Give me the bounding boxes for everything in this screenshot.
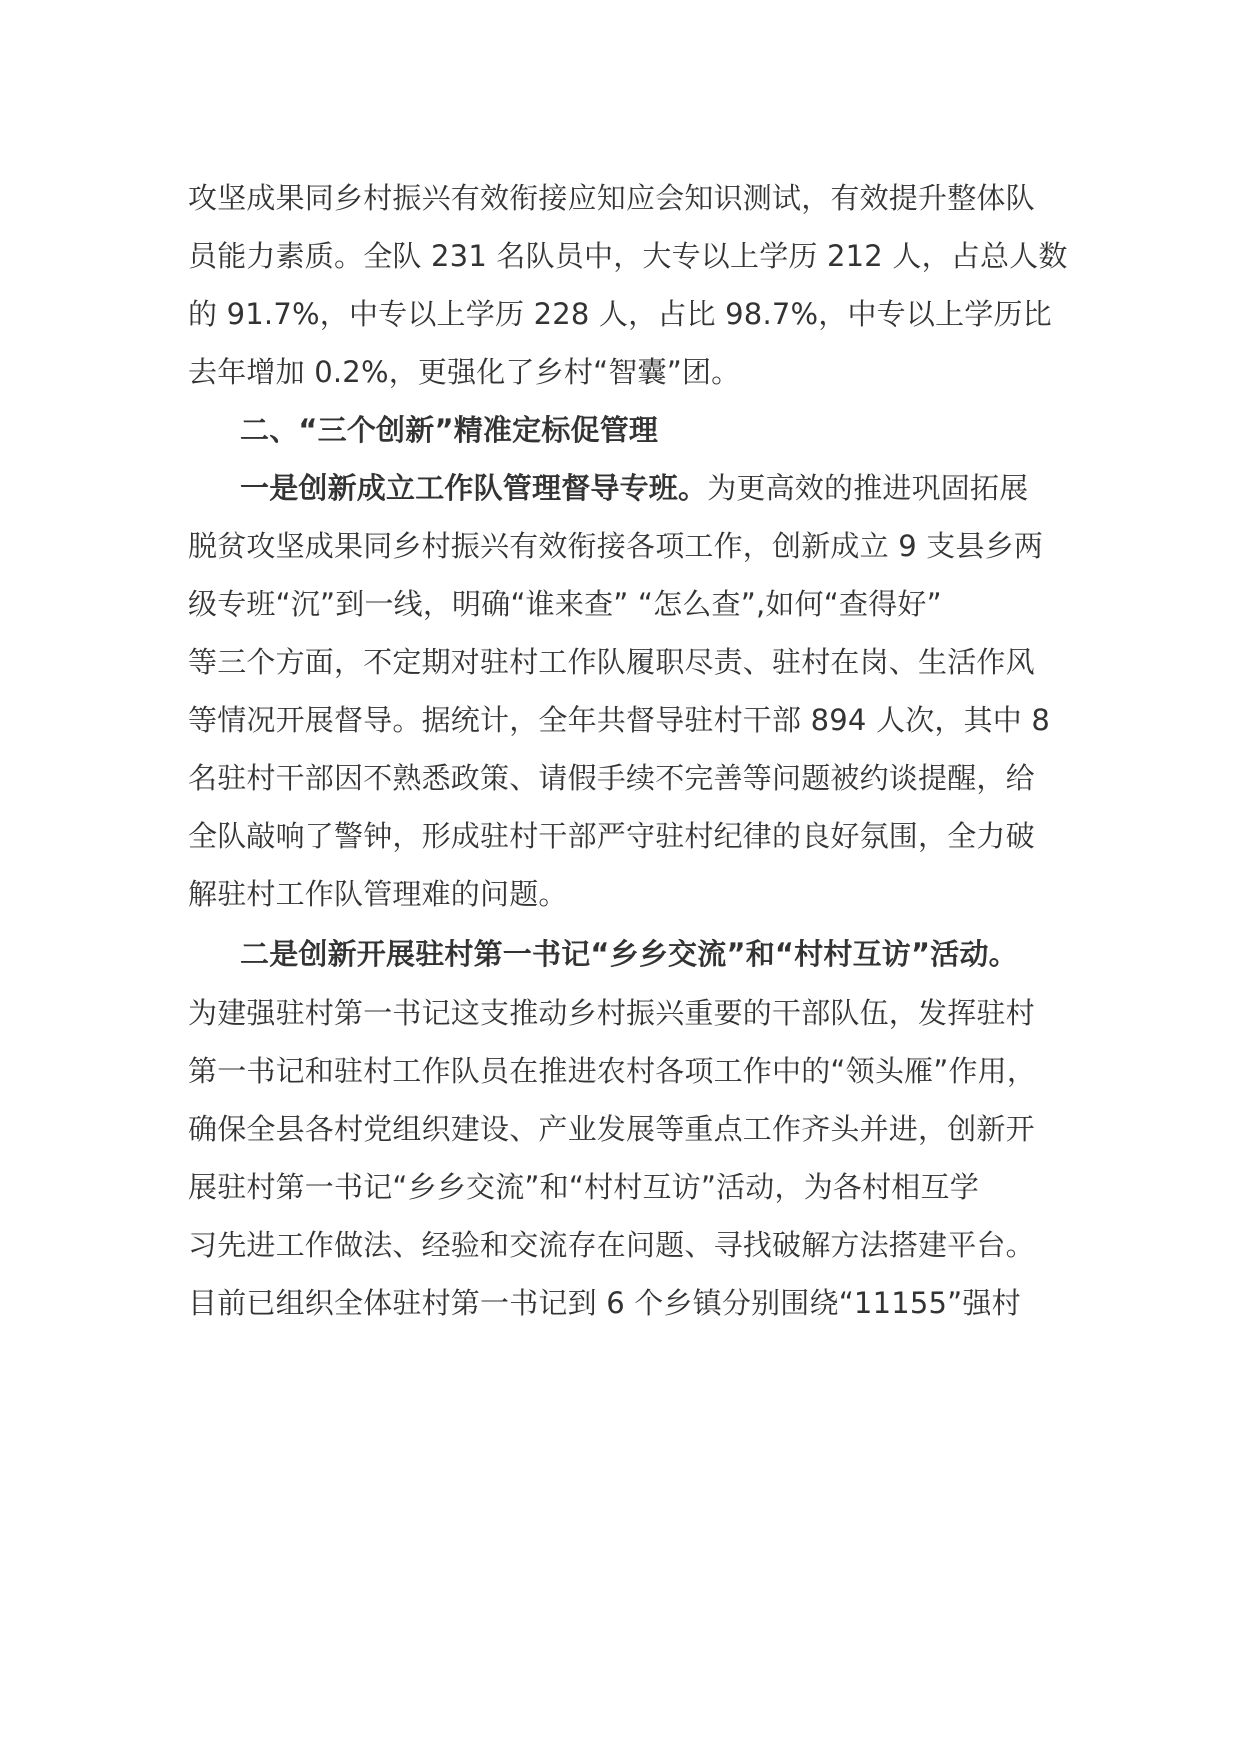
paragraph-lead: 一是创新成立工作队管理督导专班。 (240, 471, 708, 505)
paragraph-line: 为建强驻村第一书记这支推动乡村振兴重要的干部队伍，发挥驻村 (188, 996, 1035, 1030)
paragraph-line: 攻坚成果同乡村振兴有效衔接应知应会知识测试，有效提升整体队 (188, 181, 1035, 215)
paragraph-line: 等情况开展督导。据统计，全年共督导驻村干部 894 人次，其中 8 (188, 703, 1051, 737)
paragraph-line: 等三个方面，不定期对驻村工作队履职尽责、驻村在岗、生活作风 (188, 645, 1035, 679)
paragraph-line: 第一书记和驻村工作队员在推进农村各项工作中的“领头雁”作用， (188, 1054, 1037, 1088)
paragraph-line: 目前已组织全体驻村第一书记到 6 个乡镇分别围绕“11155”强村 (188, 1286, 1021, 1320)
paragraph-first-line (240, 468, 1120, 508)
paragraph-line: 的 91.7%，中专以上学历 228 人，占比 98.7%，中专以上学历比 (188, 297, 1052, 331)
paragraph-line: 展驻村第一书记“乡乡交流”和“村村互访”活动，为各村相互学 (188, 1170, 979, 1204)
paragraph-lead: 二是创新开展驻村第一书记“乡乡交流”和“村村互访”活动。 (240, 937, 1018, 971)
section-heading: 二、“三个创新”精准定标促管理 (240, 413, 659, 447)
paragraph-line: 脱贫攻坚成果同乡村振兴有效衔接各项工作，创新成立 9 支县乡两 (188, 529, 1044, 563)
paragraph-line: 去年增加 0.2%，更强化了乡村“智囊”团。 (188, 355, 741, 389)
paragraph-line: 确保全县各村党组织建设、产业发展等重点工作齐头并进，创新开 (188, 1112, 1035, 1146)
paragraph-line: 解驻村工作队管理难的问题。 (188, 877, 568, 911)
paragraph-line: 级专班“沉”到一线，明确“谁来查” “怎么查”,如何“查得好” (188, 587, 942, 621)
paragraph-line: 习先进工作做法、经验和交流存在问题、寻找破解方法搭建平台。 (188, 1228, 1035, 1262)
paragraph-line: 员能力素质。全队 231 名队员中，大专以上学历 212 人，占总人数 (188, 239, 1068, 273)
paragraph-line: 名驻村干部因不熟悉政策、请假手续不完善等问题被约谈提醒，给 (188, 761, 1035, 795)
paragraph-line: 全队敲响了警钟，形成驻村干部严守驻村纪律的良好氛围，全力破 (188, 819, 1035, 853)
paragraph-text: 为更高效的推进巩固拓展 (707, 471, 1029, 505)
